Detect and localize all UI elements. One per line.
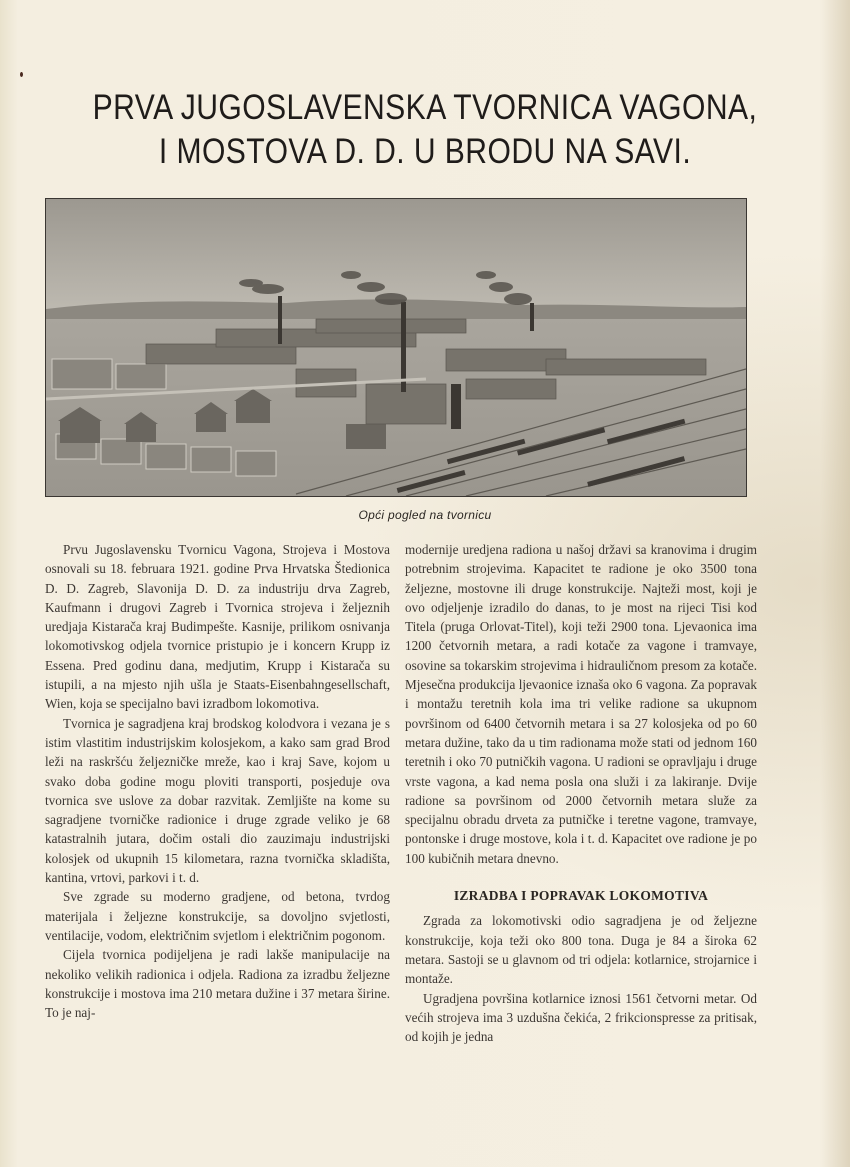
left-column <box>45 540 390 1022</box>
title-line-2: I MOSTOVA D. D. U BRODU NA SAVI. <box>158 132 692 171</box>
sky <box>46 199 746 309</box>
paragraph: Zgrada za lokomotivski odio sagradjena je od željezne konstrukcije, koja teži oko 800 tona. Duga je 84 a široka 62 metara. Sastoji se u glavnom od tri odjela: kotlarnice, strojarnice i montaže. <box>405 913 757 987</box>
paragraph-continuation: modernije uredjena radiona u našoj državi sa kranovima i drugim potrebnim strojevima. Kapacitet te radione je oko 3500 tona željezne, mostovne ili druge konstrukcije. Najteži most, koji je ovo odjeljenje izradilo do danas, to je most na rijeci Tisi kod Titela (pruga Orlovat-Titel), koji teži 2900 tona. Ljevaonica ima 1200 četvornih metara, a radi kotače za vagone i tramvaye, osovine sa tokarskim strojevima i hidrauličnom presom za kotače. Mjesečna produkcija ljevaonice iznaša oko 6 vagona. Za popravak i montažu teretnih kola ima tri velike radione sa ukupnom površinom od 6400 četvornih metara i sa 27 kolosjeka od po 60 metara dužine, tako da u tim radionama može stati od jednom 160 teretnih i oko 70 putničkih vagona. U radioni se opravljaju i druge vrste vagona, a kad nema posla ona služi i za lakiranje. Dvije radione sa površinom od 2000 četvornih metara služe za specijalnu obradu drveta za putničke i teretne vagone, tramvaye, pontonske i druge mostove, kola i t. d. Kapacitet ove radione je po 100 kubičnih metara dnevno. <box>405 542 757 866</box>
paragraph: Tvornica je sagradjena kraj brodskog kolodvora i vezana je s istim vlastitim industrijskim kolosjekom, a kako sam grad Brod leži na raskršću željezničke mreže, kao i kraj Save, kojom u svako doba godine mogu ploviti transporti, posjeduje ova tvornica sve uslove za dobar razvitak. Zemljište na kome su sagradjene tvorničke radionice i druge zgrade veliko je 68 katastralnih jutara, dočim ostali dio zauzimaju industrijski kolosjek od ukupnih 15 kilometara, razna tvornička skladišta, kantina, vrtovi, parkovi i t. d. <box>45 715 390 886</box>
article-title <box>60 86 791 174</box>
paper-speck <box>20 72 23 77</box>
right-column <box>405 540 757 1046</box>
figure-caption: Opći pogled na tvornicu <box>358 508 492 522</box>
paragraph: Sve zgrade su moderno gradjene, od betona, tvrdog materijala i željezne konstrukcije, sa dovoljno svjetlosti, ventilacije, vodom, električnim svjetlom i električnim pogonom. <box>45 889 390 943</box>
section-heading: IZRADBA I POPRAVAK LOKOMOTIVA <box>453 888 709 904</box>
title-line-1: PRVA JUGOSLAVENSKA TVORNICA VAGONA, <box>92 88 758 127</box>
paragraph: Cijela tvornica podijeljena je radi lakše manipulacije na nekoliko velikih radionica i odjela. Radiona za izradbu željezne konstrukcije i mostova ima 210 metara dužine i 37 metara širine. To je naj- <box>45 947 390 1021</box>
factory-illustration-svg <box>46 199 746 496</box>
paragraph: Prvu Jugoslavensku Tvornicu Vagona, Strojeva i Mostova osnovali su 18. februara 1921. godine Prva Hrvatska Štedionica D. D. Zagreb, Slavonija D. D. za industriju drva Zagreb, Kaufmann i drugovi Zagreb i Tvornica strojeva i željeznih uredjaja Kistarača kraj Budimpešte. Kasnije, prilikom osnivanja lokomotivskog odjela tvornice pristupio je i koncern Krupp iz Essena. Pred godinu dana, medjutim, Krupp i Kistarača su istupili, a na mjesto njih ušla je Staats-Eisenbahngesellschaft, Wien, koja se specijalno bavi izradbom lokomotiva. <box>45 542 390 712</box>
paragraph: Ugradjena površina kotlarnice iznosi 1561 četvorni metar. Od većih strojeva ima 3 uzdušna čekića, 2 frikcionspresse za pritisak, od kojih je jedna <box>405 990 757 1045</box>
factory-illustration <box>45 198 747 497</box>
